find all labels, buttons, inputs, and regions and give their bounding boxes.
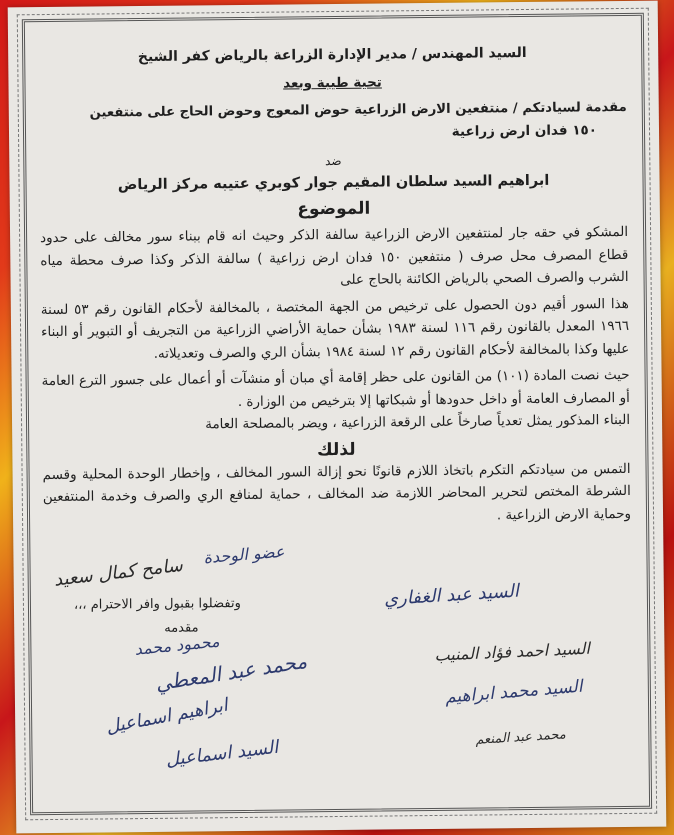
signature-6: ابراهيم اسماعيل: [104, 694, 230, 738]
letter-paper: [8, 1, 667, 834]
signature-4: محمود محمد: [133, 631, 221, 659]
therefore-heading: لذلك: [317, 439, 356, 460]
signature-2: سامح كمال سعيد: [52, 554, 184, 591]
signature-1: عضو الوحدة: [202, 541, 286, 568]
addressee-line: السيد المهندس / مدير الإدارة الزراعة بالرياض كفر الشيخ: [137, 44, 527, 66]
submitted-line-1: مقدمة لسيادتكم / منتفعين الارض الزراعية حوض المعوج وحوض الحاج على منتفعين: [89, 99, 627, 121]
signature-5: محمد عبد المعطي: [153, 648, 309, 696]
closing-line: وتفضلوا بقبول وافر الاحترام ،،،: [73, 596, 241, 613]
submitter-label: مقدمه: [164, 620, 199, 636]
signature-10: محمد عبد المنعم: [474, 727, 567, 748]
signature-3: السيد عبد الغفاري: [383, 580, 520, 611]
paragraph-complaint: المشكو في حقه جار لمنتفعين الارض الزراعية سالفة الذكر وحيث انه قام ببناء سور مخالف على حدود قطاع المصرف محل صرف ( منتفعين ١٥٠ فدان ارض زراعية ) سالفة الذكر وكذا صرف محطة مياه الشرب والصرف الصحي بالرياض الكائنة بالحاج على: [40, 223, 629, 288]
paragraph-damage: البناء المذكور يمثل تعدياً صارخاً على الرقعة الزراعية ، ويضر بالمصلحة العامة: [205, 411, 631, 433]
paragraph-request: التمس من سيادتكم التكرم باتخاذ اللازم قانونًا نحو إزالة السور المخالف ، وإخطار الوحدة المحلية وقسم الشرطة المختص لتحرير المحاضر اللازمة ضد المخالف ، حماية لمنافع الري والصرف وخدمة المنتفعين وحماية الارض الزراعية .: [42, 460, 632, 523]
submitted-line-2: ١٥٠ فدان ارض زراعية: [451, 122, 598, 140]
signature-8: السيد محمد ابراهيم: [444, 676, 584, 708]
against-label: ضد: [324, 153, 342, 169]
signature-9: السيد اسماعيل: [164, 736, 280, 771]
greeting-line: تحية طيبة وبعد: [283, 74, 382, 92]
paragraph-law: هذا السور أقيم دون الحصول على ترخيص من الجهة المختصة ، بالمخالفة لأحكام القانون رقم ٥٣ لسنة ١٩٦٦ المعدل بالقانون رقم ١١٦ لسنة ١٩٨٣ بشأن حماية الأراضي الزراعية من التجريف أو التبوير أو البناء عليها وكذا بالمخالفة لأحكام القانون رقم ١٢ لسنة ١٩٨٤ بشأن الري والصرف وتعديلاته.: [40, 295, 630, 362]
defendant-line: ابراهيم السيد سلطان المقيم جوار كوبري عتيبه مركز الرياض: [117, 172, 550, 194]
paragraph-article: حيث نصت المادة (١٠١) من القانون على حظر إقامة أي مبان أو منشآت أو أعمال على جسور الترع العامة أو المصارف العامة أو داخل حدودها أو شبكاتها إلا بترخيص من الوزارة .: [41, 366, 630, 410]
subject-heading: الموضوع: [297, 198, 371, 220]
signature-7: السيد احمد فؤاد المنيب: [434, 638, 591, 665]
